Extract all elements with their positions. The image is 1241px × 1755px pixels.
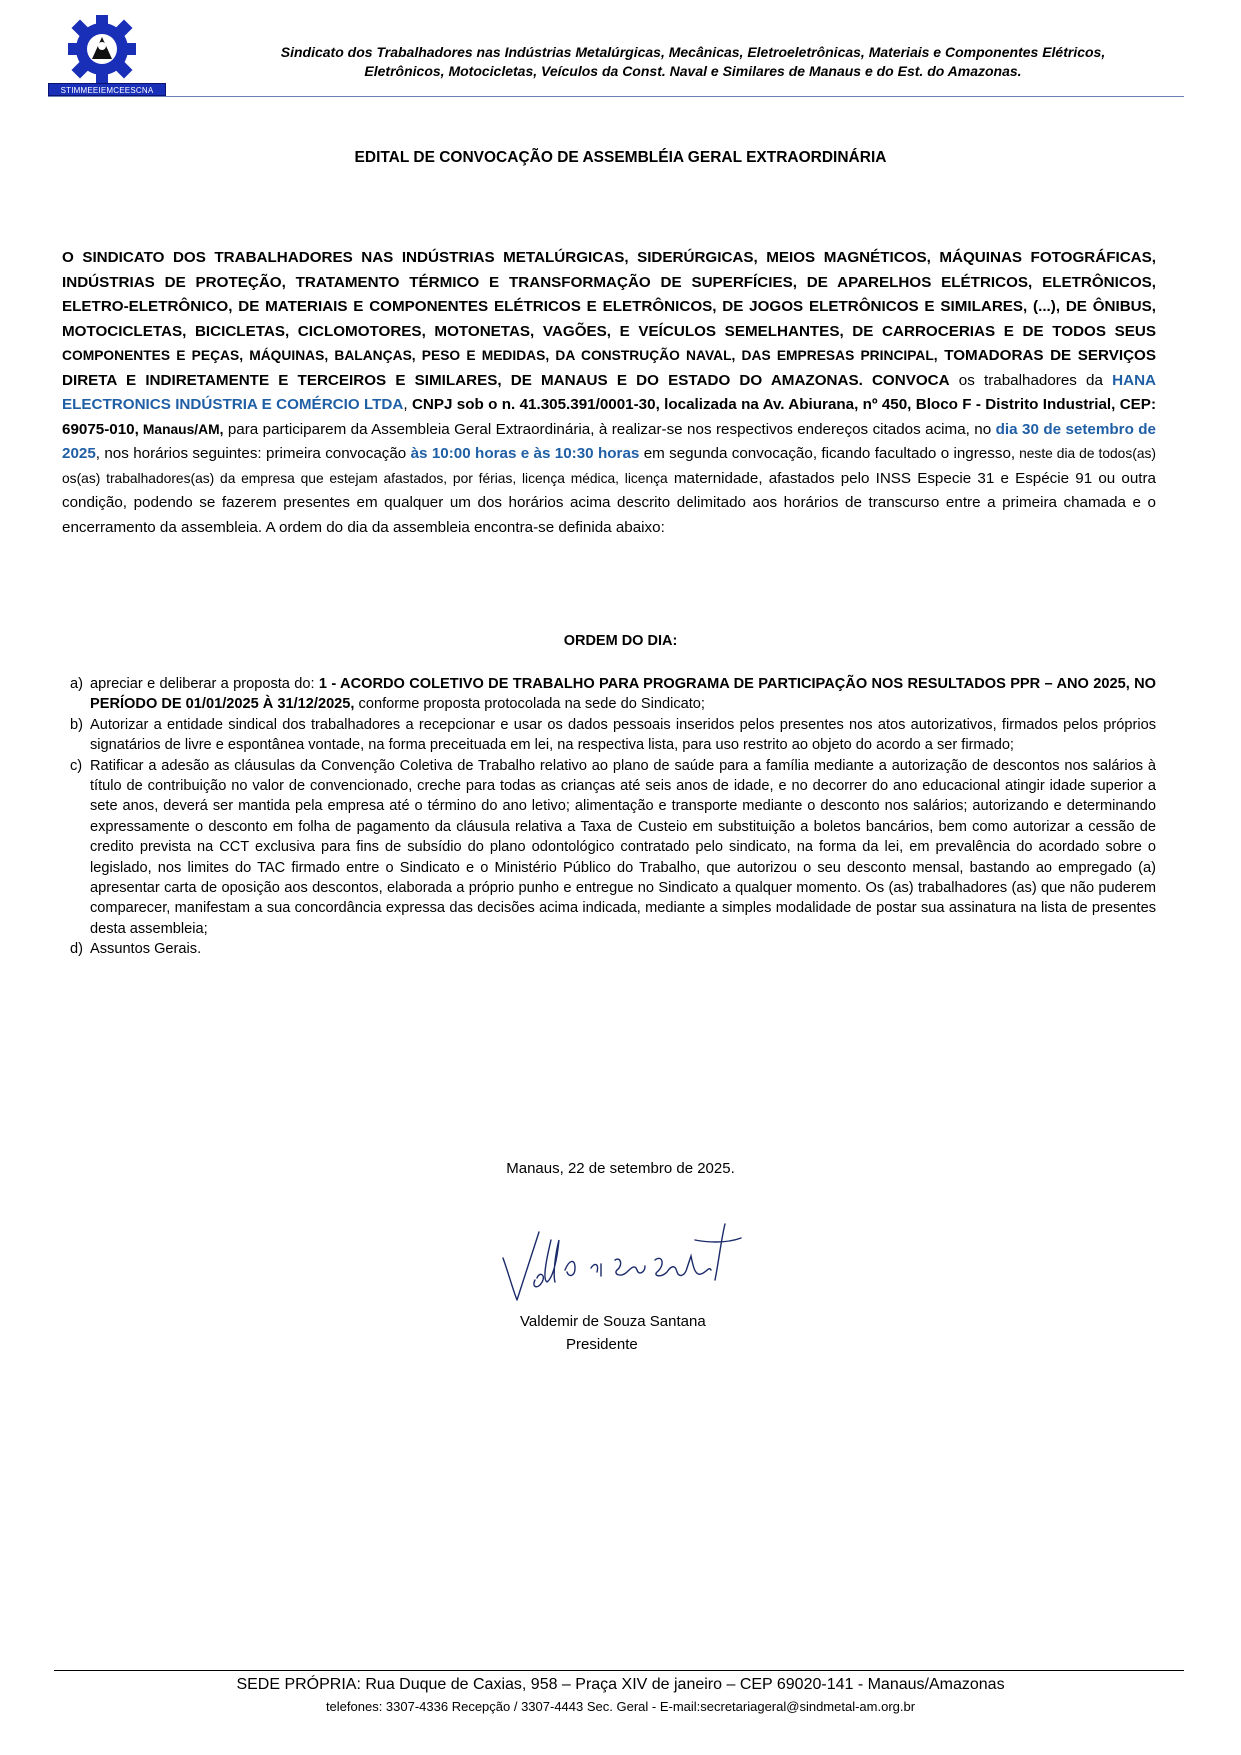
assembly-date: dia 30 de setembro de 2025 (62, 420, 1157, 462)
intro-text-1: os trabalhadores da (949, 371, 1113, 389)
agenda-item-b (62, 715, 1156, 756)
agenda-item-label: a) (70, 676, 83, 692)
agenda-item-text: Autorizar a entidade sindical dos trabalhadores a recepcionar e usar os dados pessoais inseridos pelos presentes nos atos autorizativos, firmados pelos próprios signatários de livre e espontânea vontade, na forma preceituada em lei, na respectiva lista, para uso restrito ao objeto do acordo a ser firmado; (90, 716, 1156, 754)
agenda-title: ORDEM DO DIA: (563, 633, 678, 649)
agenda-item-text: Ratificar a adesão as cláusulas da Convenção Coletiva de Trabalho relativo ao plano de saúde para a família mediante a autorização de descontos nos salários à título de contribuição no valor de convencionado, creche para todas as crianças até seis anos de idade, e no decorrer do ano educacional atingir idade superior a sete anos, deverá ser mantida pela empresa até o término do ano letivo; alimentação e transporte mediante o desconto nos salários; autorizando e determinando expressamente o desconto em folha de pagamento da cláusula relativa a Taxa de Custeio em substituição a boletos bancários, bem como autorizar a cessão de credito prevista na CCT exclusiva para fins de subsídio do plano odontológico contratado pelo sindicato, na forma da lei, em prevalência do acordado sobre o legislado, nos limites do TAC firmado entre o Sindicato e o Ministério Público do Trabalho, que autorizou o seu desconto mensal, bastando ao empregado (a) apresentar carta de oposição aos descontos, elaborada a próprio punho e entregue no Sindicato a qualquer momento. Os (as) trabalhadores (as) que não puderem comparecer, manifestam a sua concordância expressa das decisões acima indicada, mediante a simples modalidade de postar sua assinatura na lista de presentes desta assembleia; (90, 757, 1156, 937)
company-name: HANA ELECTRONICS INDÚSTRIA E COMÉRCIO LTDA (62, 371, 1157, 413)
intro-comma: , (403, 396, 408, 413)
signer-name: Valdemir de Souza Santana (520, 1313, 706, 1330)
union-logo (48, 13, 168, 95)
footer-divider (54, 1670, 1184, 1671)
signer-role: Presidente (566, 1336, 638, 1353)
agenda-item-text: conforme proposta protocolada na sede do Sindicato; (354, 696, 705, 713)
intro-text-6: maternidade, afastados pelo INSS Especie 31 e Espécie 91 ou outra condição, podendo se fazerem presentes em qualquer um dos horários acima descrito delimitado aos horários de transcurso entre a primeira chamada e o encerramento da assembleia. A ordem do dia da assembleia encontra-se definida abaixo: (62, 469, 1156, 536)
footer-address: SEDE PRÓPRIA: Rua Duque de Caxias, 958 – Praça XIV de janeiro – CEP 69020-141 - Manaus/Amazonas (236, 1676, 1005, 1693)
union-name-part2: COMPONENTES E PEÇAS, MÁQUINAS, BALANÇAS, PESO E MEDIDAS, DA CONSTRUÇÃO NAVAL, DAS EMPRESAS PRINCIPAL, (62, 348, 938, 363)
union-name-part3: TOMADORAS DE SERVIÇOS DIRETA E INDIRETAMENTE E TERCEIROS E SIMILARES, DE MANAUS E DO ESTADO DO AMAZONAS. CONVOCA (62, 347, 1156, 389)
document-title: EDITAL DE CONVOCAÇÃO DE ASSEMBLÉIA GERAL EXTRAORDINÁRIA (354, 149, 887, 166)
company-cnpj-address: CNPJ sob o n. 41.305.391/0001-30, localizada na Av. Abiurana, nº 450, Bloco F - Distrito Industrial, CEP: 69075-010, (62, 396, 1156, 438)
logo-label: STIMMEEIEMCEESCNA (48, 83, 166, 96)
union-name-part1: O SINDICATO DOS TRABALHADORES NAS INDÚSTRIAS METALÚRGICAS, SIDERÚRGICAS, MEIOS MAGNÉTICOS, MÁQUINAS FOTOGRÁFICAS, INDÚSTRIAS DE PROTEÇÃO, TRATAMENTO TÉRMICO E TRANSFORMAÇÃO DE SUPERFÍCIES, DE APARELHOS ELÉTRICOS, ELETRÔNICOS, ELETRO-ELETRÔNICO, DE MATERIAIS E COMPONENTES ELÉTRICOS E ELETRÔNICOS, DE JOGOS ELETRÔNICOS E SIMILARES, (...), DE ÔNIBUS, MOTOCICLETAS, BICICLETAS, CICLOMOTORES, MOTONETAS, VAGÕES, E VEÍCULOS SEMELHANTES, DE CARROCERIAS E DE TODOS SEUS (62, 249, 1156, 340)
letterhead (48, 8, 1184, 98)
agenda-item-a (62, 674, 1156, 715)
intro-text-5: neste dia de todos(as) os(as) trabalhadores(as) da empresa que estejam afastados, por férias, licença médica, licença (62, 446, 1156, 486)
intro-text-2: para participarem da Assembleia Geral Extraordinária, à realizar-se nos respectivos endereços citados acima, no (223, 420, 996, 438)
agenda-item-label: d) (70, 941, 83, 958)
agenda-item-d (62, 939, 1156, 959)
agenda-item-bold: 1 - ACORDO COLETIVO DE TRABALHO PARA PROGRAMA DE PARTICIPAÇÃO NOS RESULTADOS PPR – ANO 2025, NO PERÍODO DE 01/01/2025 À 31/12/2025, (90, 676, 1157, 713)
assembly-times: às 10:00 horas e às 10:30 horas (410, 445, 640, 462)
intro-text-3: , nos horários seguintes: primeira convocação (95, 445, 411, 462)
footer-contacts: telefones: 3307-4336 Recepção / 3307-4443 Sec. Geral - E-mail:secretariageral@sindmetal-am.org.br (325, 1699, 916, 1714)
letterhead-text (178, 43, 1208, 81)
place-and-date: Manaus, 22 de setembro de 2025. (506, 1160, 735, 1177)
signer-block (460, 1310, 780, 1356)
agenda-item-label: b) (70, 716, 83, 733)
convocation-paragraph (62, 246, 1156, 540)
intro-text-4: em segunda convocação, ficando facultado o ingresso, (639, 445, 1016, 462)
agenda-item-text: apreciar e deliberar a proposta do: (90, 676, 319, 692)
header-divider (48, 96, 1184, 97)
agenda-item-label: c) (70, 757, 83, 774)
gear-emblem-icon (48, 13, 168, 85)
letterhead-line-2: Eletrônicos, Motocicletas, Veículos da Const. Naval e Similares de Manaus e do Est. do Amazonas. (364, 63, 1022, 79)
letterhead-line-1: Sindicato dos Trabalhadores nas Indústrias Metalúrgicas, Mecânicas, Eletroeletrônicas, Materiais e Componentes Elétricos, (280, 44, 1106, 60)
handwritten-signature (495, 1220, 755, 1310)
agenda-item-text: Assuntos Gerais. (90, 941, 202, 958)
company-city: Manaus/AM, (138, 421, 224, 437)
agenda-list (62, 674, 1156, 960)
agenda-item-c (62, 756, 1156, 940)
